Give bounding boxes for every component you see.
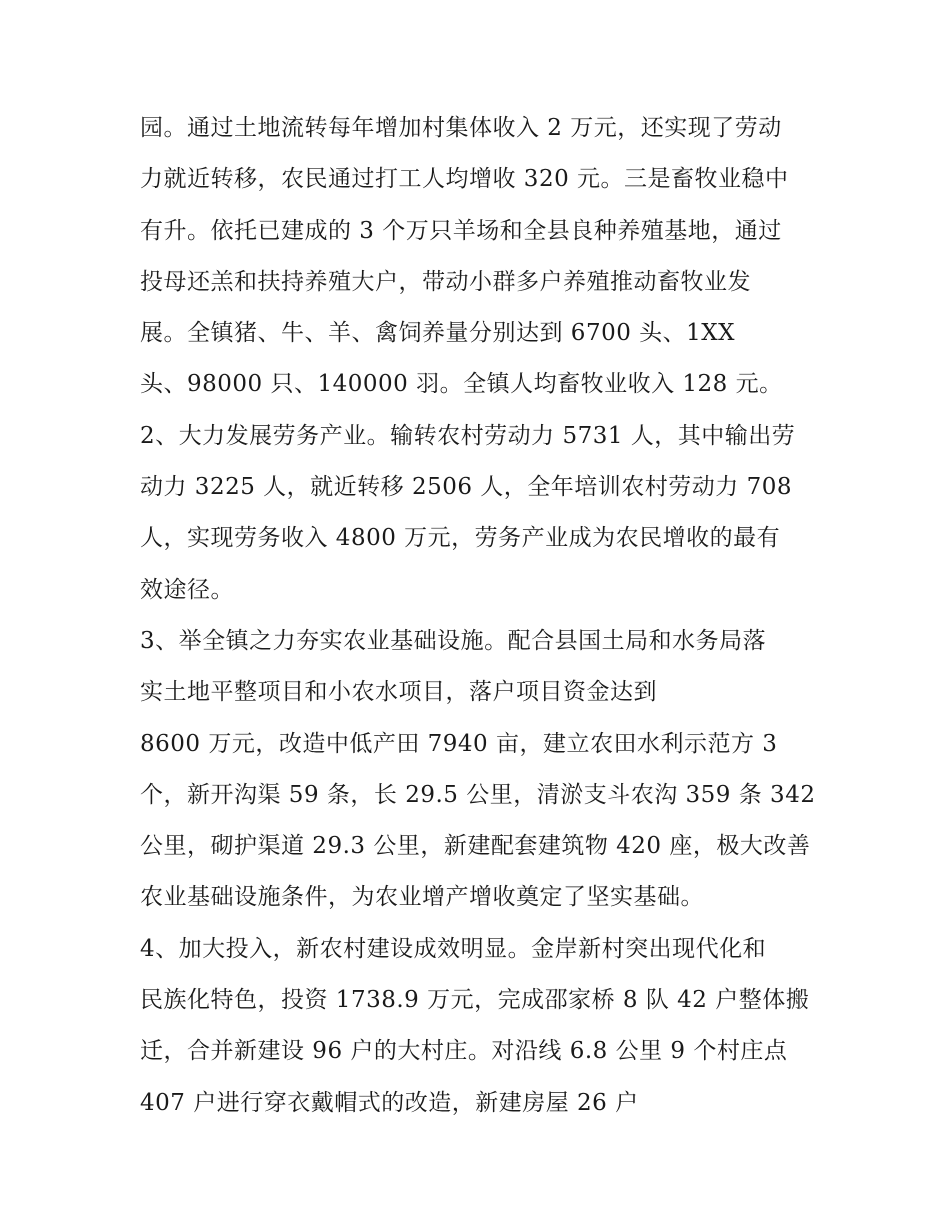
text-line: 个，新开沟渠 59 条，长 29.5 公里，清淤支斗农沟 359 条 342: [140, 781, 816, 808]
text-line: 有升。依托已建成的 3 个万只羊场和全县良种养殖基地，通过: [140, 217, 782, 244]
text-line: 头、98000 只、140000 羽。全镇人均畜牧业收入 128 元。: [140, 371, 783, 398]
text-line: 投母还羔和扶持养殖大户，带动小群多户养殖推动畜牧业发: [140, 268, 751, 295]
text-line: 农业基础设施条件，为农业增产增收奠定了坚实基础。: [140, 884, 704, 911]
text-line: 民族化特色，投资 1738.9 万元，完成邵家桥 8 队 42 户整体搬: [140, 987, 810, 1014]
text-line: 效途径。: [140, 576, 234, 603]
text-line: 迁，合并新建设 96 户的大村庄。对沿线 6.8 公里 9 个村庄点: [140, 1038, 788, 1065]
body-text: [140, 103, 820, 1129]
text-line: 4、加大投入，新农村建设成效明显。金岸新村突出现代化和: [140, 935, 767, 962]
text-line: 公里，砌护渠道 29.3 公里，新建配套建筑物 420 座，极大改善: [140, 833, 811, 860]
text-line: 3、举全镇之力夯实农业基础设施。配合县国土局和水务局落: [140, 627, 767, 654]
text-line: 2、大力发展劳务产业。输转农村劳动力 5731 人，其中输出劳: [140, 422, 796, 449]
text-line: 动力 3225 人，就近转移 2506 人，全年培训农村劳动力 708: [140, 474, 793, 501]
text-line: 园。通过土地流转每年增加村集体收入 2 万元，还实现了劳动: [140, 115, 782, 141]
text-line: 展。全镇猪、牛、羊、禽饲养量分别达到 6700 头、1XX: [140, 320, 736, 347]
text-line: 人，实现劳务收入 4800 万元，劳务产业成为农民增收的最有: [140, 525, 781, 552]
text-line: 力就近转移，农民通过打工人均增收 320 元。三是畜牧业稳中: [140, 166, 789, 193]
text-line: 407 户进行穿衣戴帽式的改造，新建房屋 26 户: [140, 1089, 639, 1116]
text-line: 实土地平整项目和小农水项目，落户项目资金达到: [140, 679, 657, 706]
text-line: 8600 万元，改造中低产田 7940 亩，建立农田水利示范方 3: [140, 730, 778, 757]
